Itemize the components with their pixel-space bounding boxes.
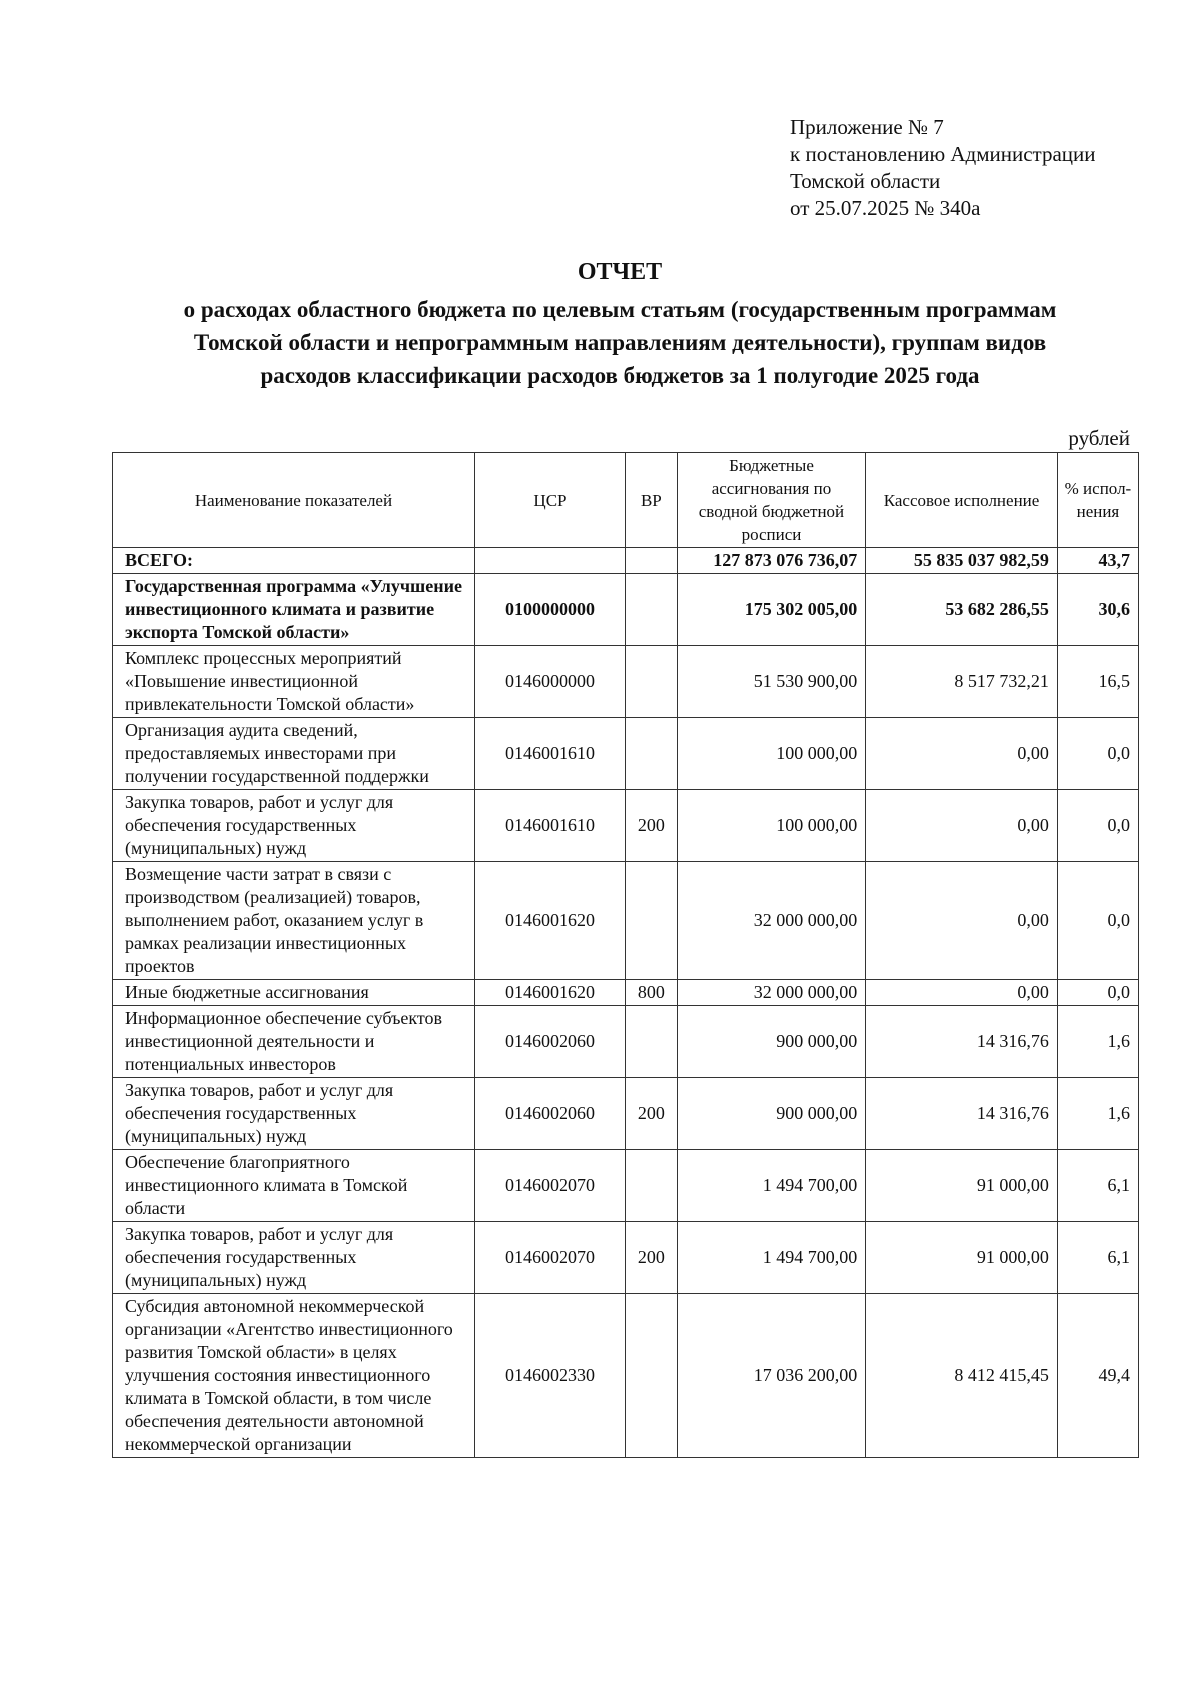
- cell-vr: [625, 862, 677, 980]
- table-row: [113, 790, 1139, 862]
- column-header-percent: % испол-нения: [1057, 453, 1138, 548]
- column-header-name: Наименование показателей: [113, 453, 475, 548]
- cell-vr: [625, 1150, 677, 1222]
- cell-budget: 900 000,00: [677, 1006, 866, 1078]
- cell-percent: 0,0: [1057, 862, 1138, 980]
- cell-budget: 51 530 900,00: [677, 646, 866, 718]
- appendix-line: Томской области: [790, 169, 941, 193]
- cell-percent: 16,5: [1057, 646, 1138, 718]
- table-row: [113, 646, 1139, 718]
- cell-vr: [625, 1006, 677, 1078]
- cell-percent: 1,6: [1057, 1006, 1138, 1078]
- cell-name: Субсидия автономной некоммерческой организации «Агентство инвестиционного развития Томской области» в целях улучшения состояния инвестиционного климата в Томской области, в том числе обеспечения деятельности автономной некоммерческой организации: [113, 1294, 475, 1458]
- table-row: [113, 718, 1139, 790]
- cell-vr: 800: [625, 980, 677, 1006]
- cell-cash: 8 412 415,45: [866, 1294, 1058, 1458]
- cell-name: Обеспечение благоприятного инвестиционного климата в Томской области: [113, 1150, 475, 1222]
- cell-name: ВСЕГО:: [113, 548, 475, 574]
- cell-percent: 0,0: [1057, 980, 1138, 1006]
- cell-cash: 91 000,00: [866, 1150, 1058, 1222]
- cell-csr: 0146002330: [474, 1294, 625, 1458]
- cell-csr: 0146002060: [474, 1078, 625, 1150]
- cell-csr: 0146001620: [474, 980, 625, 1006]
- cell-budget: 1 494 700,00: [677, 1150, 866, 1222]
- cell-percent: 0,0: [1057, 718, 1138, 790]
- report-title-line: о расходах областного бюджета по целевым статьям (государственным программам: [183, 297, 1057, 322]
- column-header-csr: ЦСР: [474, 453, 625, 548]
- cell-cash: 8 517 732,21: [866, 646, 1058, 718]
- cell-cash: 91 000,00: [866, 1222, 1058, 1294]
- cell-csr: 0146001610: [474, 790, 625, 862]
- cell-csr: 0100000000: [474, 574, 625, 646]
- cell-percent: 49,4: [1057, 1294, 1138, 1458]
- cell-cash: 14 316,76: [866, 1006, 1058, 1078]
- report-table: [112, 452, 1139, 1458]
- table-row: [113, 548, 1139, 574]
- column-header-cash: Кассовое исполнение: [866, 453, 1058, 548]
- cell-name: Закупка товаров, работ и услуг для обеспечения государственных (муниципальных) нужд: [113, 790, 475, 862]
- cell-name: Закупка товаров, работ и услуг для обеспечения государственных (муниципальных) нужд: [113, 1078, 475, 1150]
- cell-budget: 900 000,00: [677, 1078, 866, 1150]
- cell-csr: 0146002060: [474, 1006, 625, 1078]
- cell-budget: 32 000 000,00: [677, 862, 866, 980]
- cell-budget: 100 000,00: [677, 718, 866, 790]
- appendix-line: от 25.07.2025 № 340а: [790, 196, 981, 220]
- cell-cash: 0,00: [866, 718, 1058, 790]
- cell-percent: 6,1: [1057, 1222, 1138, 1294]
- cell-vr: 200: [625, 1078, 677, 1150]
- cell-name: Государственная программа «Улучшение инвестиционного климата и развитие экспорта Томской области»: [113, 574, 475, 646]
- table-row: [113, 1222, 1139, 1294]
- cell-percent: 1,6: [1057, 1078, 1138, 1150]
- table-row: [113, 980, 1139, 1006]
- cell-cash: 55 835 037 982,59: [866, 548, 1058, 574]
- table-row: [113, 862, 1139, 980]
- report-title-line: Томской области и непрограммным направлениям деятельности), группам видов: [193, 330, 1047, 355]
- cell-name: Иные бюджетные ассигнования: [113, 980, 475, 1006]
- cell-vr: [625, 1294, 677, 1458]
- report-title: [100, 256, 1140, 392]
- cell-budget: 127 873 076 736,07: [677, 548, 866, 574]
- table-row: [113, 1294, 1139, 1458]
- table-body: [113, 548, 1139, 1458]
- appendix-line: к постановлению Администрации: [790, 142, 1096, 166]
- cell-percent: 43,7: [1057, 548, 1138, 574]
- cell-csr: [474, 548, 625, 574]
- cell-cash: 0,00: [866, 790, 1058, 862]
- column-header-budget: Бюджетные ассигнования по сводной бюджетной росписи: [677, 453, 866, 548]
- units-label: рублей: [1068, 426, 1130, 450]
- cell-budget: 175 302 005,00: [677, 574, 866, 646]
- cell-budget: 100 000,00: [677, 790, 866, 862]
- cell-vr: [625, 646, 677, 718]
- cell-percent: 6,1: [1057, 1150, 1138, 1222]
- report-title-main: ОТЧЕТ: [577, 259, 663, 285]
- cell-name: Информационное обеспечение субъектов инвестиционной деятельности и потенциальных инвесторов: [113, 1006, 475, 1078]
- cell-csr: 0146001620: [474, 862, 625, 980]
- cell-vr: [625, 548, 677, 574]
- cell-vr: 200: [625, 1222, 677, 1294]
- column-header-vr: ВР: [625, 453, 677, 548]
- appendix-reference: [790, 114, 1096, 222]
- appendix-line: Приложение № 7: [790, 115, 944, 139]
- report-title-line: расходов классификации расходов бюджетов за 1 полугодие 2025 года: [260, 363, 980, 388]
- cell-csr: 0146002070: [474, 1150, 625, 1222]
- cell-cash: 0,00: [866, 862, 1058, 980]
- cell-name: Комплекс процессных мероприятий «Повышение инвестиционной привлекательности Томской области»: [113, 646, 475, 718]
- cell-name: Закупка товаров, работ и услуг для обеспечения государственных (муниципальных) нужд: [113, 1222, 475, 1294]
- cell-csr: 0146001610: [474, 718, 625, 790]
- cell-cash: 14 316,76: [866, 1078, 1058, 1150]
- table-header-row: [113, 453, 1139, 548]
- cell-csr: 0146000000: [474, 646, 625, 718]
- table-row: [113, 1006, 1139, 1078]
- table-row: [113, 1150, 1139, 1222]
- cell-cash: 0,00: [866, 980, 1058, 1006]
- cell-vr: [625, 718, 677, 790]
- cell-csr: 0146002070: [474, 1222, 625, 1294]
- cell-name: Возмещение части затрат в связи с производством (реализацией) товаров, выполнением работ, оказанием услуг в рамках реализации инвестиционных проектов: [113, 862, 475, 980]
- cell-vr: [625, 574, 677, 646]
- cell-percent: 0,0: [1057, 790, 1138, 862]
- table-row: [113, 1078, 1139, 1150]
- cell-vr: 200: [625, 790, 677, 862]
- cell-budget: 1 494 700,00: [677, 1222, 866, 1294]
- cell-cash: 53 682 286,55: [866, 574, 1058, 646]
- table-row: [113, 574, 1139, 646]
- cell-name: Организация аудита сведений, предоставляемых инвесторами при получении государственной поддержки: [113, 718, 475, 790]
- cell-percent: 30,6: [1057, 574, 1138, 646]
- cell-budget: 32 000 000,00: [677, 980, 866, 1006]
- cell-budget: 17 036 200,00: [677, 1294, 866, 1458]
